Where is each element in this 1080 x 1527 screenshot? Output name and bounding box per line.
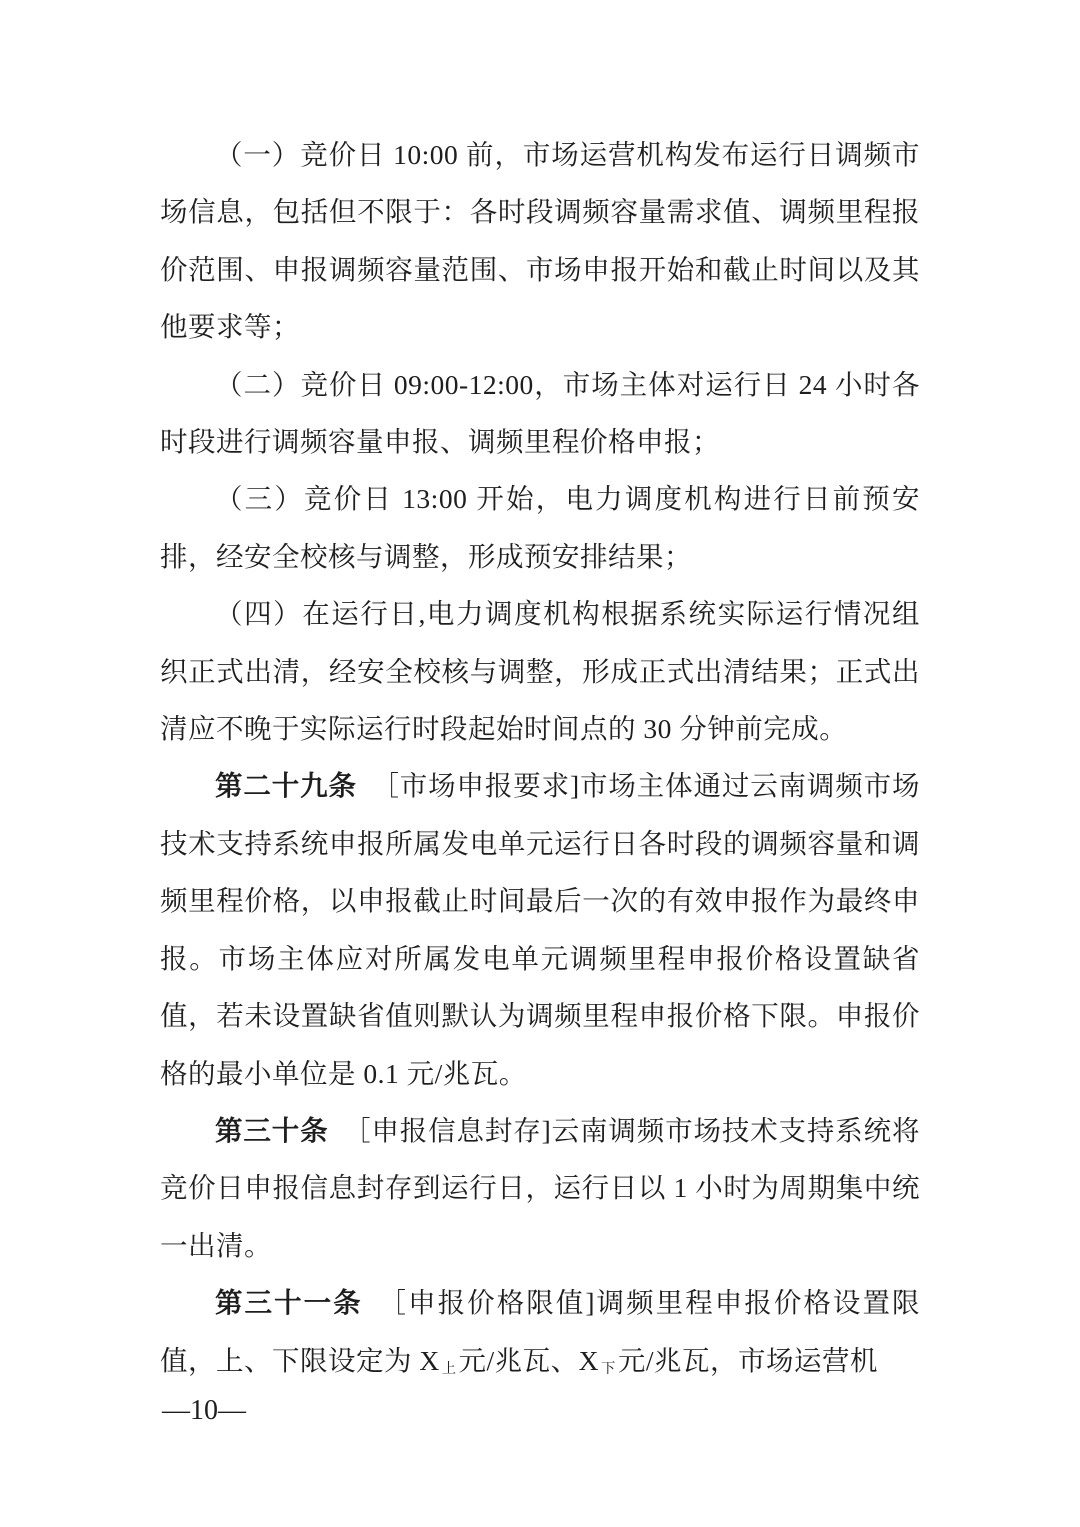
paragraph	[160, 356, 920, 471]
document-body	[160, 126, 920, 1398]
paragraph	[160, 126, 920, 356]
paragraph	[160, 757, 920, 1101]
paragraph-text: ［市场申报要求]市场主体通过云南调频市场技术支持系统申报所属发电单元运行日各时段的调频容量和调频里程价格，以申报截止时间最后一次的有效申报作为最终申报。市场主体应对所属发电单元调频里程申报价格设置缺省值，若未设置缺省值则默认为调频里程申报价格下限。申报价格的最小单位是 0.1 元/兆瓦。	[160, 770, 921, 1089]
article-number: 第三十条	[215, 1114, 329, 1146]
article-number: 第三十一条	[215, 1287, 363, 1319]
subscript-text: 下	[601, 1360, 616, 1377]
paragraph	[160, 1274, 920, 1398]
paragraph-text: 元/兆瓦，市场运营机	[617, 1344, 878, 1376]
paragraph-text: ［申报信息封存]云南调频市场技术支持系统将竞价日申报信息封存到运行日，运行日以 1 小时为周期集中统一出清。	[160, 1114, 921, 1261]
paragraph-text: （一）竞价日 10:00 前，市场运营机构发布运行日调频市场信息，包括但不限于：各时段调频容量需求值、调频里程报价范围、申报调频容量范围、市场申报开始和截止时间以及其他要求等；	[160, 139, 920, 343]
paragraph-text: （二）竞价日 09:00-12:00，市场主体对运行日 24 小时各时段进行调频容量申报、调频里程价格申报；	[160, 368, 920, 458]
paragraph-text: ［申报价格限值]调频里程申报价格设置限值，上、下限设定为 X	[160, 1287, 921, 1376]
paragraph	[160, 1102, 920, 1274]
paragraph	[160, 585, 920, 757]
paragraph-text: 元/兆瓦、X	[458, 1344, 600, 1376]
article-number: 第二十九条	[215, 770, 357, 802]
page-number: —10—	[162, 1395, 246, 1426]
subscript-text: 上	[441, 1360, 457, 1377]
paragraph	[160, 470, 920, 585]
paragraph-text: （三）竞价日 13:00 开始，电力调度机构进行日前预安排，经安全校核与调整，形成预安排结果；	[160, 483, 920, 572]
paragraph-text: （四）在运行日,电力调度机构根据系统实际运行情况组织正式出清，经安全校核与调整，形成正式出清结果；正式出清应不晚于实际运行时段起始时间点的 30 分钟前完成。	[160, 598, 920, 745]
